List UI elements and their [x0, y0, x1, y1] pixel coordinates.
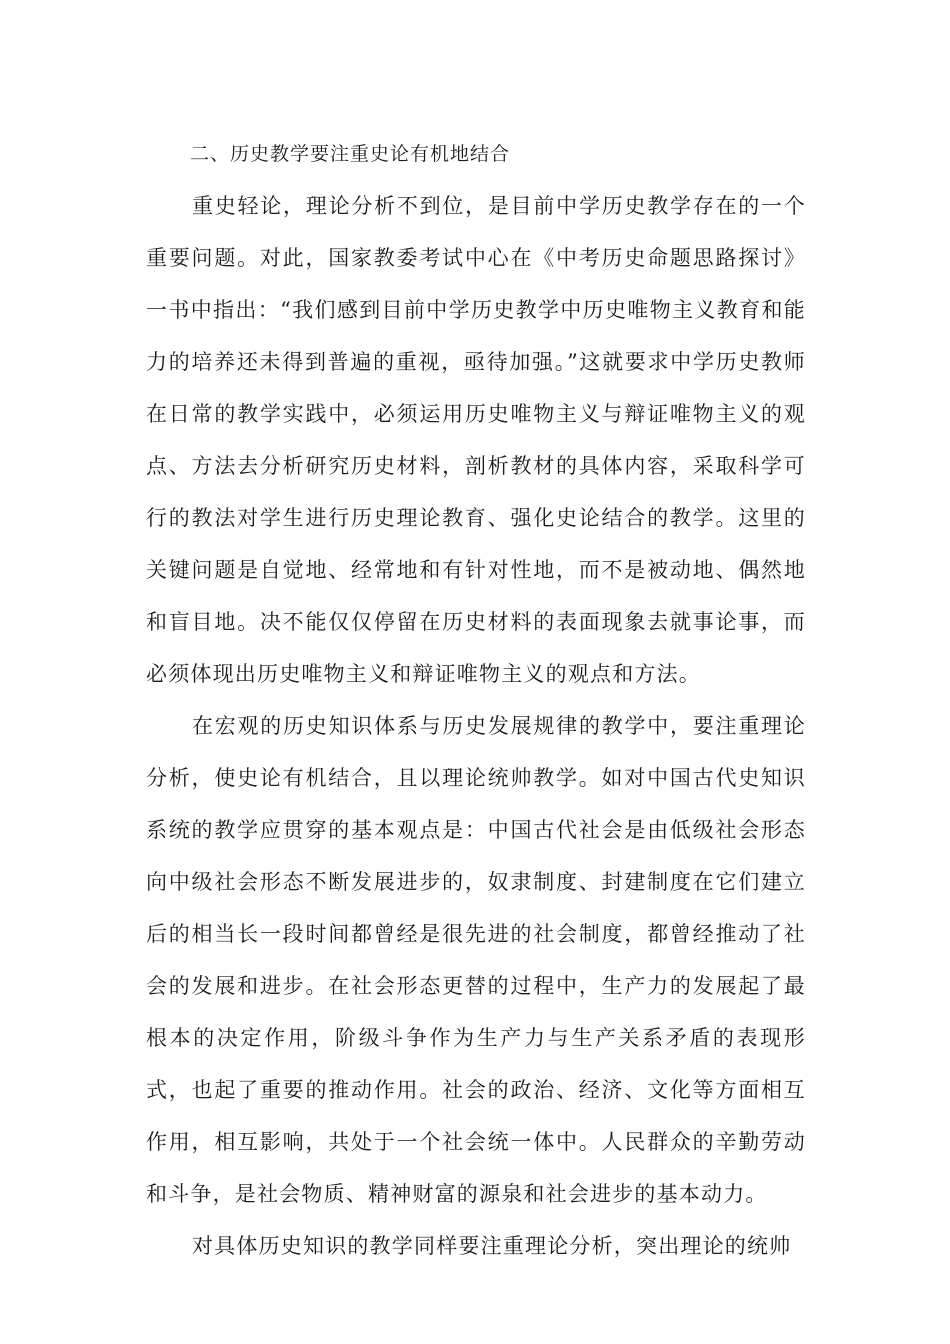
- section-heading: 二、历史教学要注重史论有机地结合: [190, 143, 511, 165]
- paragraph-2: 在宏观的历史知识体系与历史发展规律的教学中，要注重理论分析，使史论有机结合，且以理论统帅教学。如对中国古代史知识系统的教学应贯穿的基本观点是：中国古代社会是由低级社会形态向中级社会形态不断发展进步的，奴隶制度、封建制度在它们建立后的相当长一段时间都曾经是很先进的社会制度，都曾经推动了社会的发展和进步。在社会形态更替的过程中，生产力的发展起了最根本的决定作用，阶级斗争作为生产力与生产关系矛盾的表现形式，也起了重要的推动作用。社会的政治、经济、文化等方面相互作用，相互影响，共处于一个社会统一体中。人民群众的辛勤劳动和斗争，是社会物质、精神财富的源泉和社会进步的基本动力。: [146, 714, 806, 1206]
- document-body: [146, 128, 806, 1272]
- paragraph-3: 对具体历史知识的教学同样要注重理论分析，突出理论的统帅: [192, 1234, 792, 1258]
- paragraph-1: 重史轻论，理论分析不到位，是目前中学历史教学存在的一个重要问题。对此，国家教委考试中心在《中考历史命题思路探讨》一书中指出：“我们感到目前中学历史教学中历史唯物主义教育和能力的培养还未得到普遍的重视，亟待加强。”这就要求中学历史教师在日常的教学实践中，必须运用历史唯物主义与辩证唯物主义的观点、方法去分析研究历史材料，剖析教材的具体内容，采取科学可行的教法对学生进行历史理论教育、强化史论结合的教学。这里的关键问题是自觉地、经常地和有针对性地，而不是被动地、偶然地和盲目地。决不能仅仅停留在历史材料的表面现象去就事论事，而必须体现出历史唯物主义和辩证唯物主义的观点和方法。: [146, 194, 806, 686]
